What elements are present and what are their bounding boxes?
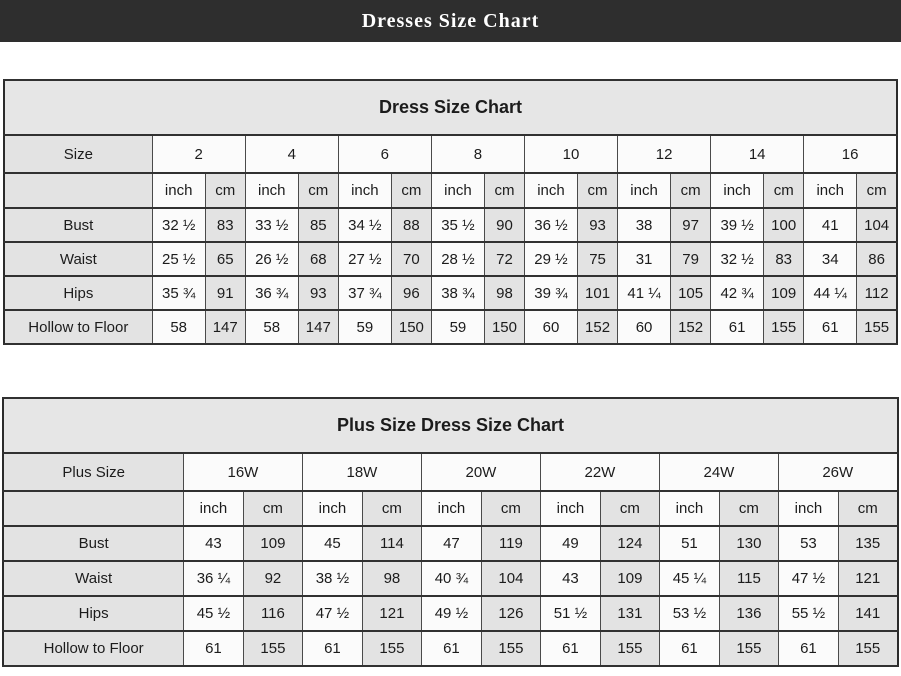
measurement-value-inch: 45 ¼	[659, 561, 719, 596]
measurement-value-inch: 34	[804, 242, 857, 276]
measurement-value-inch: 33 ½	[245, 208, 298, 242]
size-value: 24W	[659, 453, 778, 491]
measurement-value-cm: 114	[362, 526, 421, 561]
size-value: 20W	[421, 453, 540, 491]
unit-label-inch: inch	[302, 491, 362, 526]
measurement-value-cm: 155	[764, 310, 804, 344]
measurement-value-cm: 130	[719, 526, 778, 561]
size-value: 16	[804, 135, 897, 173]
measurement-value-cm: 135	[838, 526, 897, 561]
size-value: 12	[618, 135, 711, 173]
measurement-value-cm: 155	[481, 631, 540, 666]
size-value: 8	[431, 135, 524, 173]
unit-label-inch: inch	[152, 173, 205, 208]
measurement-value-inch: 39 ¾	[524, 276, 577, 310]
size-header-row	[4, 135, 897, 173]
measurement-value-cm: 131	[600, 596, 659, 631]
measurement-value-inch: 34 ½	[338, 208, 391, 242]
measurement-row	[3, 631, 897, 666]
measurement-value-cm: 115	[719, 561, 778, 596]
measurement-value-cm: 83	[205, 208, 245, 242]
measurement-row	[4, 208, 897, 242]
measurement-value-cm: 68	[298, 242, 338, 276]
measurement-value-cm: 155	[838, 631, 897, 666]
measurement-value-inch: 61	[302, 631, 362, 666]
measurement-value-cm: 136	[719, 596, 778, 631]
measurement-value-inch: 25 ½	[152, 242, 205, 276]
measurement-value-inch: 60	[618, 310, 671, 344]
measurement-value-cm: 126	[481, 596, 540, 631]
measurement-value-cm: 86	[857, 242, 897, 276]
measurement-value-cm: 105	[671, 276, 711, 310]
measurement-row	[3, 561, 897, 596]
charts-container	[0, 79, 901, 667]
measurement-value-inch: 37 ¾	[338, 276, 391, 310]
page-title: Dresses Size Chart	[361, 10, 540, 32]
unit-label-cm: cm	[298, 173, 338, 208]
unit-label-inch: inch	[421, 491, 481, 526]
measurement-value-cm: 91	[205, 276, 245, 310]
measurement-value-inch: 41	[804, 208, 857, 242]
unit-label-cm: cm	[600, 491, 659, 526]
unit-label-cm: cm	[857, 173, 897, 208]
measurement-label: Hips	[3, 596, 183, 631]
unit-label-cm: cm	[838, 491, 897, 526]
measurement-value-inch: 61	[183, 631, 243, 666]
measurement-value-inch: 61	[421, 631, 481, 666]
size-value: 26W	[778, 453, 897, 491]
measurement-value-inch: 26 ½	[245, 242, 298, 276]
unit-label-cm: cm	[764, 173, 804, 208]
measurement-value-inch: 60	[524, 310, 577, 344]
measurement-value-cm: 141	[838, 596, 897, 631]
measurement-value-inch: 36 ¾	[245, 276, 298, 310]
measurement-value-inch: 41 ¼	[618, 276, 671, 310]
measurement-value-inch: 53 ½	[659, 596, 719, 631]
measurement-value-inch: 42 ¾	[711, 276, 764, 310]
measurement-value-cm: 100	[764, 208, 804, 242]
unit-label-cm: cm	[484, 173, 524, 208]
measurement-value-cm: 97	[671, 208, 711, 242]
measurement-row	[3, 596, 897, 631]
size-header-row	[3, 453, 897, 491]
measurement-value-inch: 36 ¼	[183, 561, 243, 596]
measurement-value-inch: 44 ¼	[804, 276, 857, 310]
measurement-value-cm: 75	[578, 242, 618, 276]
measurement-value-cm: 152	[671, 310, 711, 344]
size-value: 2	[152, 135, 245, 173]
measurement-value-inch: 31	[618, 242, 671, 276]
measurement-value-cm: 83	[764, 242, 804, 276]
measurement-value-cm: 79	[671, 242, 711, 276]
measurement-value-inch: 27 ½	[338, 242, 391, 276]
table-title: Plus Size Dress Size Chart	[3, 398, 897, 453]
page-header	[0, 0, 901, 42]
measurement-value-cm: 98	[362, 561, 421, 596]
unit-label-inch: inch	[659, 491, 719, 526]
measurement-row	[4, 310, 897, 344]
unit-label-inch: inch	[338, 173, 391, 208]
dress-size-chart-table	[3, 79, 898, 345]
measurement-value-cm: 121	[838, 561, 897, 596]
table-title-row	[3, 398, 897, 453]
table-title-row	[4, 80, 897, 135]
measurement-value-inch: 38 ¾	[431, 276, 484, 310]
measurement-value-inch: 32 ½	[711, 242, 764, 276]
measurement-label: Waist	[4, 242, 152, 276]
unit-label-inch: inch	[618, 173, 671, 208]
size-value: 16W	[183, 453, 302, 491]
measurement-value-cm: 119	[481, 526, 540, 561]
measurement-value-inch: 61	[804, 310, 857, 344]
units-corner-cell	[4, 173, 152, 208]
measurement-value-inch: 53	[778, 526, 838, 561]
measurement-value-inch: 40 ¾	[421, 561, 481, 596]
unit-label-cm: cm	[391, 173, 431, 208]
unit-label-cm: cm	[205, 173, 245, 208]
measurement-value-cm: 104	[857, 208, 897, 242]
measurement-value-inch: 59	[338, 310, 391, 344]
measurement-value-inch: 47 ½	[778, 561, 838, 596]
measurement-label: Waist	[3, 561, 183, 596]
size-value: 6	[338, 135, 431, 173]
size-value: 14	[711, 135, 804, 173]
measurement-value-inch: 61	[778, 631, 838, 666]
size-value: 10	[524, 135, 617, 173]
measurement-value-inch: 43	[183, 526, 243, 561]
measurement-value-inch: 59	[431, 310, 484, 344]
measurement-value-inch: 29 ½	[524, 242, 577, 276]
measurement-value-cm: 155	[719, 631, 778, 666]
unit-label-inch: inch	[540, 491, 600, 526]
measurement-value-inch: 61	[540, 631, 600, 666]
unit-label-cm: cm	[481, 491, 540, 526]
size-value: 4	[245, 135, 338, 173]
measurement-value-cm: 109	[600, 561, 659, 596]
measurement-label: Bust	[4, 208, 152, 242]
measurement-label: Bust	[3, 526, 183, 561]
measurement-value-cm: 155	[243, 631, 302, 666]
units-row	[3, 491, 897, 526]
unit-label-cm: cm	[362, 491, 421, 526]
measurement-value-cm: 155	[600, 631, 659, 666]
size-corner-label: Size	[4, 135, 152, 173]
measurement-value-inch: 51	[659, 526, 719, 561]
unit-label-cm: cm	[578, 173, 618, 208]
measurement-row	[3, 526, 897, 561]
measurement-label: Hollow to Floor	[4, 310, 152, 344]
measurement-row	[4, 276, 897, 310]
measurement-value-cm: 88	[391, 208, 431, 242]
measurement-value-cm: 150	[484, 310, 524, 344]
unit-label-inch: inch	[524, 173, 577, 208]
unit-label-inch: inch	[778, 491, 838, 526]
measurement-value-cm: 147	[298, 310, 338, 344]
measurement-value-cm: 155	[857, 310, 897, 344]
measurement-value-cm: 124	[600, 526, 659, 561]
table-title: Dress Size Chart	[4, 80, 897, 135]
measurement-value-inch: 45	[302, 526, 362, 561]
measurement-value-cm: 121	[362, 596, 421, 631]
measurement-row	[4, 242, 897, 276]
measurement-value-cm: 96	[391, 276, 431, 310]
measurement-value-cm: 152	[578, 310, 618, 344]
measurement-value-cm: 98	[484, 276, 524, 310]
measurement-value-inch: 58	[152, 310, 205, 344]
measurement-value-cm: 155	[362, 631, 421, 666]
plus-size-dress-chart-table	[2, 397, 898, 667]
measurement-value-inch: 32 ½	[152, 208, 205, 242]
measurement-value-cm: 65	[205, 242, 245, 276]
measurement-value-inch: 35 ¾	[152, 276, 205, 310]
measurement-value-inch: 38	[618, 208, 671, 242]
measurement-value-inch: 61	[659, 631, 719, 666]
units-corner-cell	[3, 491, 183, 526]
measurement-value-cm: 147	[205, 310, 245, 344]
measurement-value-inch: 47 ½	[302, 596, 362, 631]
measurement-value-cm: 70	[391, 242, 431, 276]
unit-label-inch: inch	[804, 173, 857, 208]
measurement-value-inch: 47	[421, 526, 481, 561]
measurement-value-inch: 36 ½	[524, 208, 577, 242]
size-value: 18W	[302, 453, 421, 491]
size-value: 22W	[540, 453, 659, 491]
unit-label-cm: cm	[719, 491, 778, 526]
measurement-value-inch: 39 ½	[711, 208, 764, 242]
measurement-value-cm: 109	[764, 276, 804, 310]
measurement-value-cm: 85	[298, 208, 338, 242]
measurement-value-cm: 92	[243, 561, 302, 596]
measurement-value-inch: 55 ½	[778, 596, 838, 631]
measurement-value-inch: 28 ½	[431, 242, 484, 276]
measurement-value-inch: 49	[540, 526, 600, 561]
unit-label-inch: inch	[711, 173, 764, 208]
measurement-value-cm: 112	[857, 276, 897, 310]
measurement-value-cm: 150	[391, 310, 431, 344]
measurement-label: Hips	[4, 276, 152, 310]
measurement-value-cm: 90	[484, 208, 524, 242]
measurement-value-inch: 35 ½	[431, 208, 484, 242]
measurement-value-cm: 93	[578, 208, 618, 242]
measurement-value-cm: 116	[243, 596, 302, 631]
measurement-value-cm: 109	[243, 526, 302, 561]
unit-label-inch: inch	[183, 491, 243, 526]
unit-label-cm: cm	[243, 491, 302, 526]
measurement-value-inch: 45 ½	[183, 596, 243, 631]
measurement-value-inch: 58	[245, 310, 298, 344]
units-row	[4, 173, 897, 208]
measurement-value-inch: 38 ½	[302, 561, 362, 596]
measurement-value-inch: 61	[711, 310, 764, 344]
measurement-value-inch: 43	[540, 561, 600, 596]
measurement-value-cm: 101	[578, 276, 618, 310]
measurement-value-cm: 72	[484, 242, 524, 276]
measurement-label: Hollow to Floor	[3, 631, 183, 666]
unit-label-cm: cm	[671, 173, 711, 208]
measurement-value-cm: 93	[298, 276, 338, 310]
measurement-value-cm: 104	[481, 561, 540, 596]
measurement-value-inch: 51 ½	[540, 596, 600, 631]
size-corner-label: Plus Size	[3, 453, 183, 491]
unit-label-inch: inch	[245, 173, 298, 208]
unit-label-inch: inch	[431, 173, 484, 208]
measurement-value-inch: 49 ½	[421, 596, 481, 631]
